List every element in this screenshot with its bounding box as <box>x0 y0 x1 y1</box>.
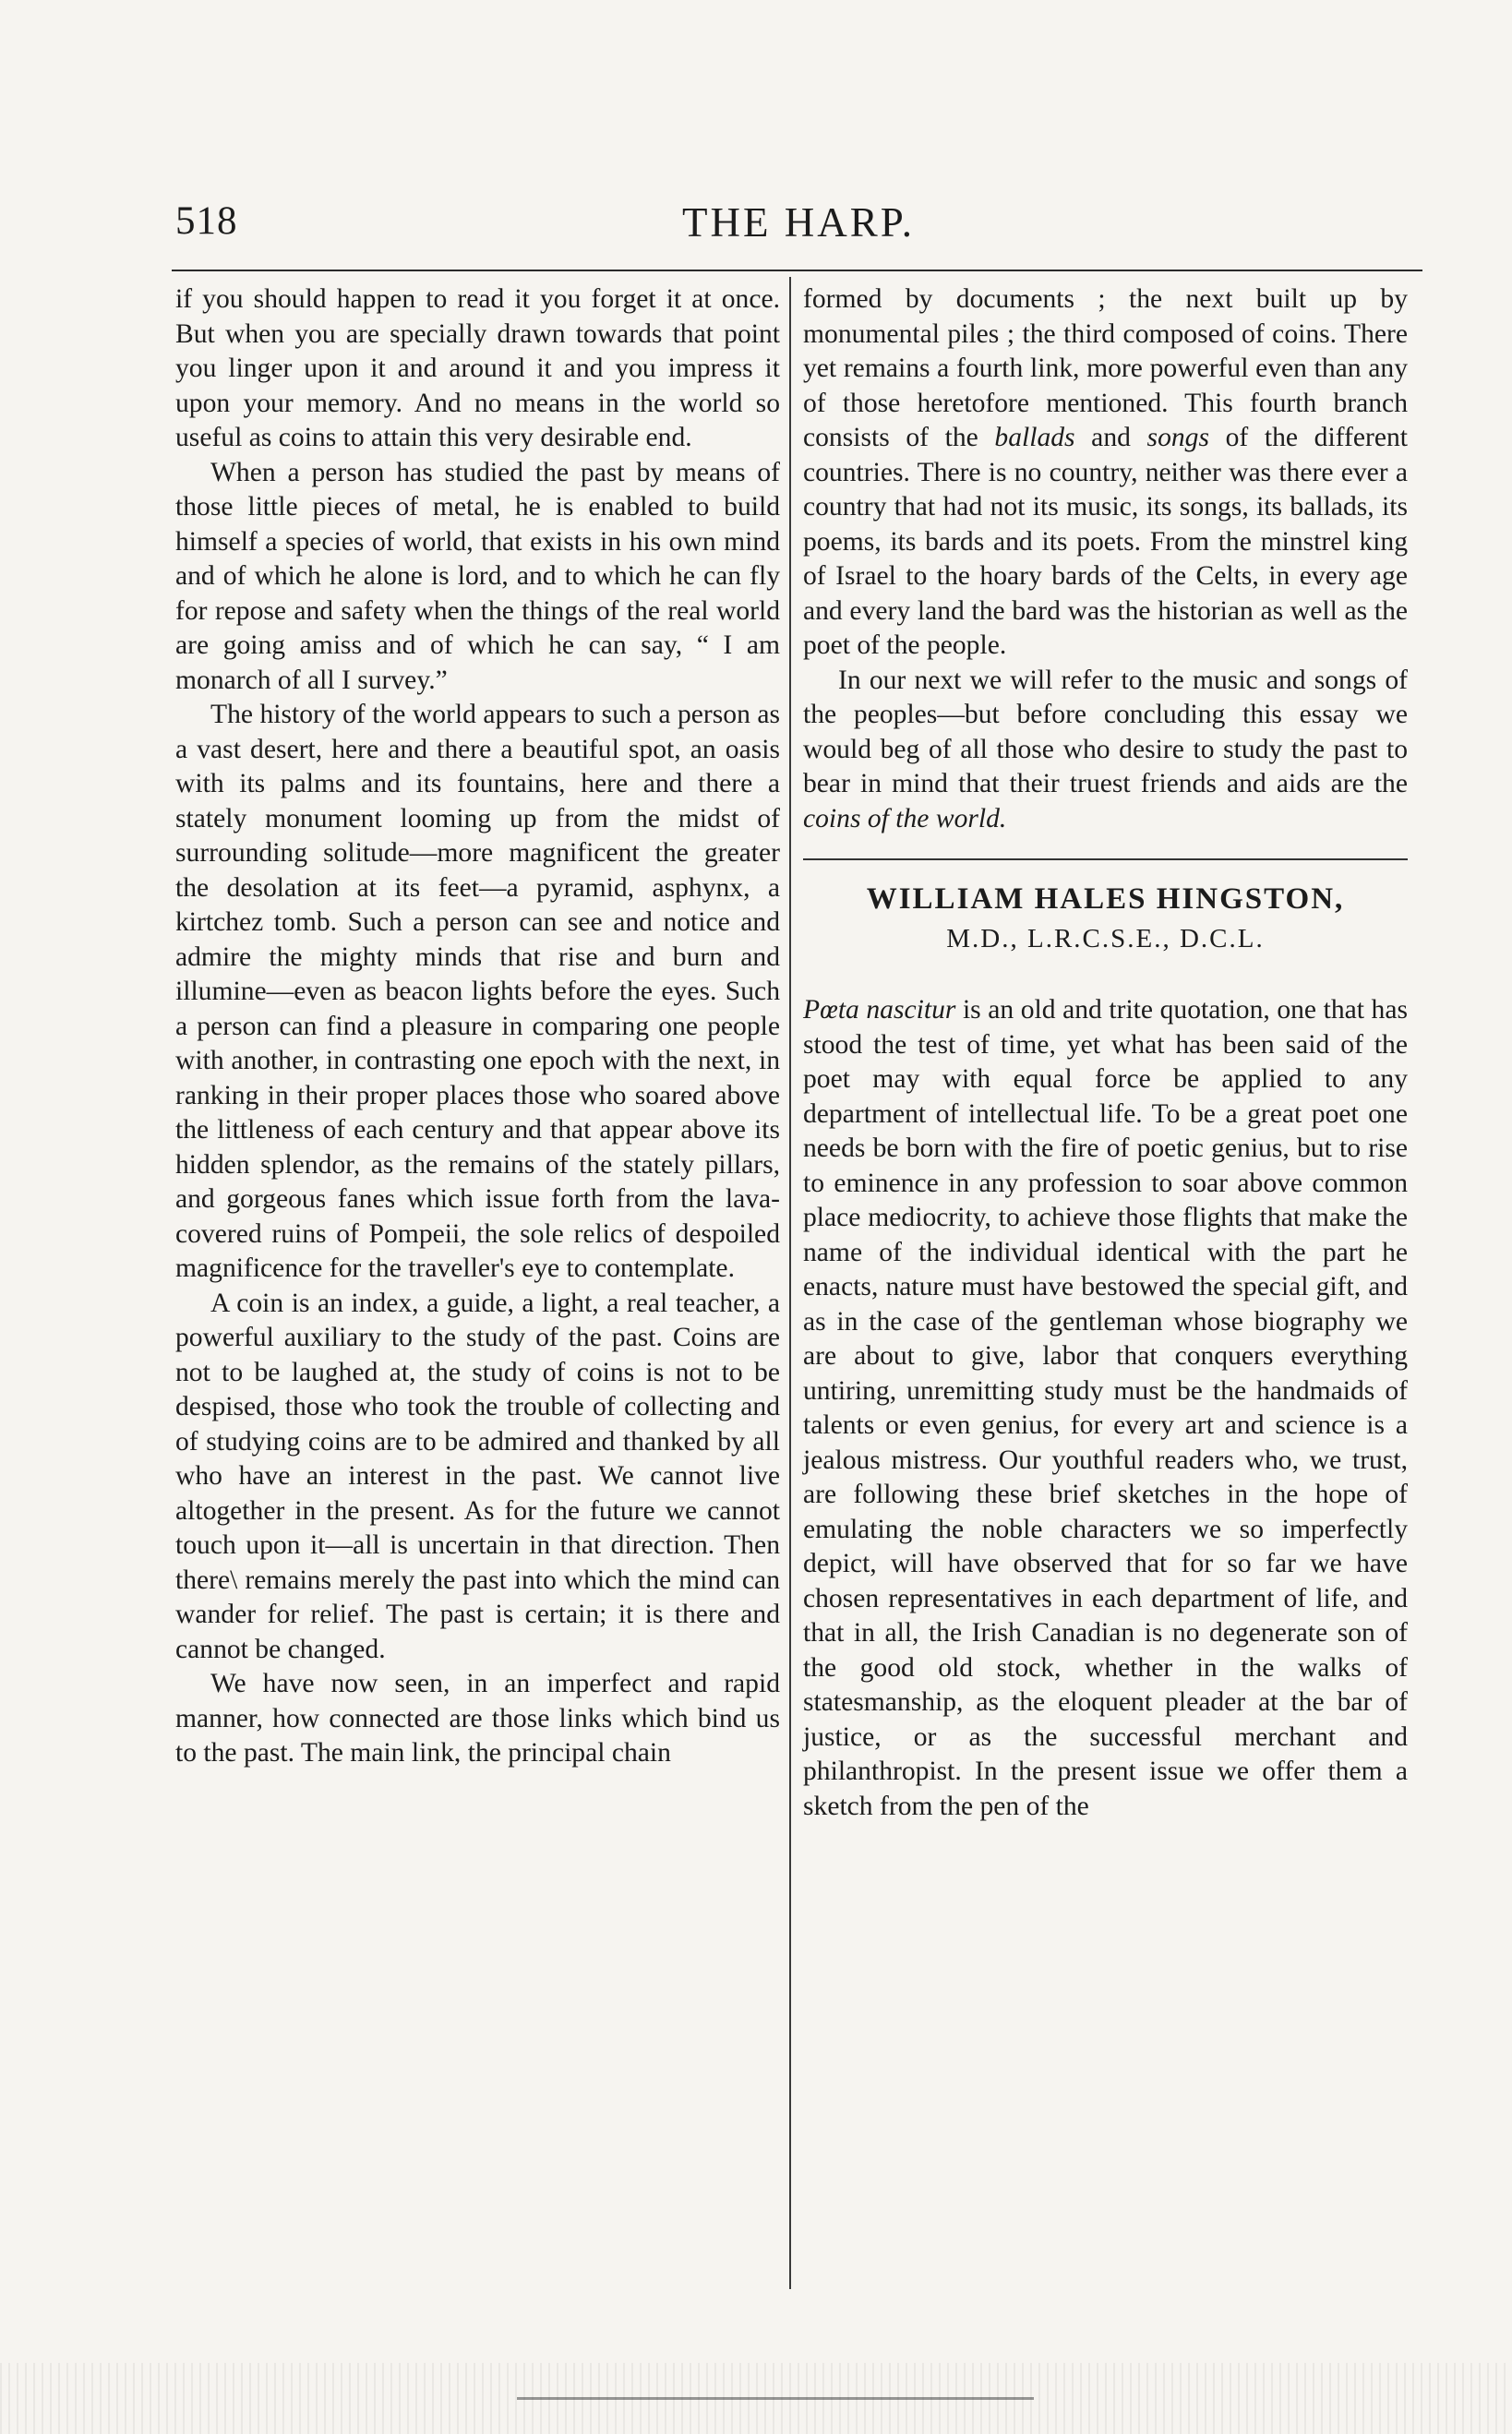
paragraph: When a person has studied the past by means of those little pieces of metal, he is enabled to build himself a species of world, that exists in his own mind and of which he alone is lord, and to which he can fly for repose and safety when the things of the real world are going amiss and of which he can say, “ I am monarch of all I survey.” <box>175 457 780 695</box>
article-subheading: M.D., L.R.C.S.E., D.C.L. <box>946 924 1265 953</box>
right-column <box>803 282 1408 1824</box>
paragraph: In our next we will refer to the music and songs of the peoples—but before concluding this essay we would beg of all those who desire to study the past to bear in mind that their truest friends and aids are the coins of the world. <box>803 665 1408 833</box>
article-heading: WILLIAM HALES HINGSTON, <box>866 882 1345 916</box>
running-title: THE HARP. <box>681 199 916 246</box>
paragraph: The history of the world appears to such a person as a vast desert, here and there a beautiful spot, an oasis with its palms and its fountains, here and there a stately monument looming up from the midst of surrounding solitude—more magnificent the greater the desolation at its feet—a pyramid, asphynx, a kirtchez tomb. Such a person can see and notice and admire the mighty minds that rise and burn and illumine—even as beacon lights before the eyes. Such a person can find a pleasure in comparing one people with another, in contrasting one epoch with the next, in ranking in their proper places those who soared above the littleness of each century and that appear above its hidden splendor, as the remains of the stately pillars, and gorgeous fanes which issue forth from the lava-covered ruins of Pompeii, the sole relics of despoiled magnificence for the traveller's eye to contemplate. <box>175 700 780 1283</box>
paragraph: if you should happen to read it you forget it at once. But when you are specially drawn towards that point you linger upon it and around it and you impress it upon your memory. And no means in the world so useful as coins to attain this very desirable end. <box>175 284 780 452</box>
paragraph: A coin is an index, a guide, a light, a real teacher, a powerful auxiliary to the study of the past. Coins are not to be laughed at, the study of coins is not to be despised, those who took the trouble of collecting and of studying coins are to be admired and thanked by all who have an interest in the past. We cannot live altogether in the present. As for the future we cannot touch upon it—all is uncertain in that direction. Then there\ remains merely the past into which the mind can wander for relief. The past is certain; it is there and cannot be changed. <box>175 1288 780 1664</box>
paragraph: We have now seen, in an imperfect and rapid manner, how connected are those links which bind us to the past. The main link, the principal chain <box>175 1669 780 1768</box>
page-number: 518 <box>175 199 238 243</box>
paper-texture <box>0 2363 1512 2434</box>
paragraph: formed by documents ; the next built up by monumental piles ; the third composed of coins. There yet remains a fourth link, more powerful even than any of those heretofore mentioned. This fourth branch consists of the ballads and songs of the different countries. There is no country, neither was there ever a country that had not its music, its songs, its ballads, its poems, its bards and its poets. From the minstrel king of Israel to the hoary bards of the Celts, in every age and every land the bard was the historian as well as the poet of the people. <box>803 284 1408 660</box>
section-divider <box>803 858 1408 860</box>
page-header <box>175 198 1422 254</box>
paragraph: Pœta nascitur is an old and trite quotation, one that has stood the test of time, yet what has been said of the poet may with equal force be applied to any department of intellectual life. To be a great poet one needs be born with the fire of poetic genius, but to rise to eminence in any profession to soar above common place mediocrity, to achieve those flights that make the name of the individual identical with the part he enacts, nature must have bestowed the special gift, and as in the case of the gentleman whose biography we are about to give, labor that conquers everything untiring, unremitting study must be the handmaids of talents or even genius, for every art and science is a jealous mistress. Our youthful readers who, we trust, are following these brief sketches in the hope of emulating the noble characters we so imperfectly depict, will have observed that for so far we have chosen representatives in each department of life, and that in all, the Irish Canadian is no degenerate son of the good old stock, whether in the walks of statesmanship, as the eloquent pleader at the bar of justice, or as the successful merchant and philanthropist. In the present issue we offer them a sketch from the pen of the <box>803 995 1408 1821</box>
column-divider <box>789 277 791 2289</box>
header-rule <box>172 270 1422 271</box>
left-column <box>175 282 780 1771</box>
